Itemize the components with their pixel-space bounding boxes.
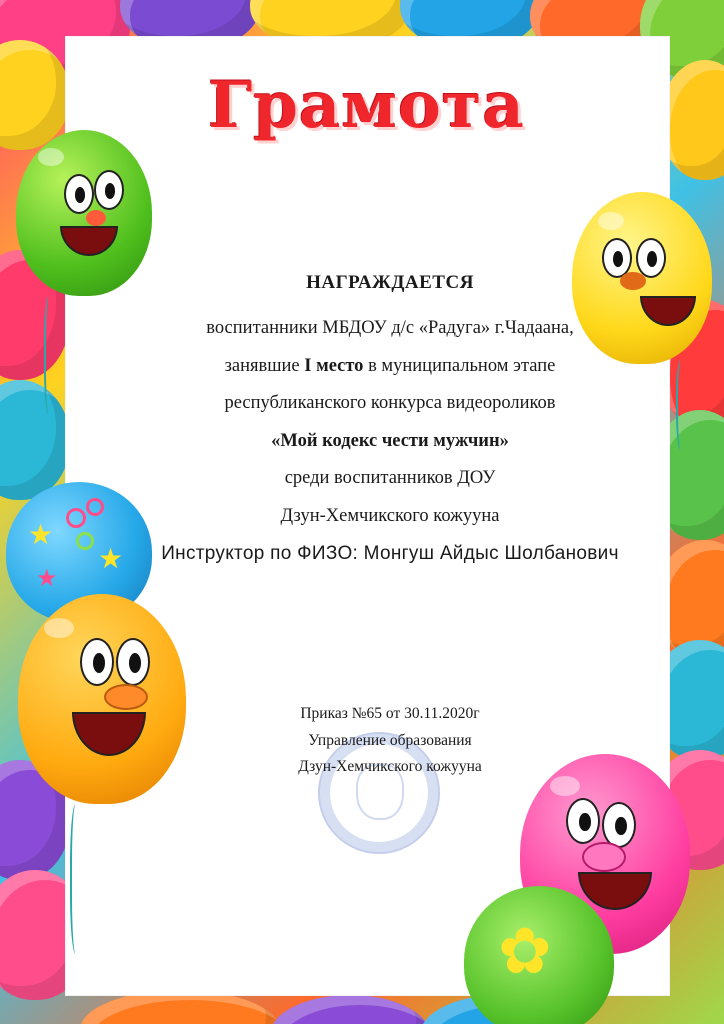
place-text: I место — [304, 355, 364, 376]
body-line-5: среди воспитанников ДОУ — [284, 468, 496, 488]
contest-name: «Мой кодекс чести мужчин» — [271, 430, 509, 451]
orange-smiley-balloon-icon — [18, 594, 186, 804]
star-icon: ★ — [98, 542, 124, 575]
contest-title — [100, 423, 680, 461]
certificate-footer — [220, 701, 560, 781]
balloon-string — [44, 296, 56, 416]
balloon-string — [70, 804, 84, 954]
body-text: занявшие — [224, 355, 300, 376]
body-line-1: воспитанники МБДОУ д/с «Радуга» г.Чадаана, — [206, 318, 574, 338]
instructor-line: Инструктор по ФИЗО: Монгуш Айдыс Шолбанович — [161, 543, 619, 564]
body-text: в муниципальном этапе — [368, 355, 556, 376]
border-balloon-bottom-purple — [270, 995, 430, 1024]
circle-icon — [66, 508, 86, 528]
issuer-line: Управление образования — [308, 731, 472, 749]
issuer-district-line: Дзун-Хемчикского кожууна — [298, 758, 482, 775]
certificate-body — [100, 310, 680, 573]
body-line-6: Дзун-Хемчикского кожууна — [280, 505, 500, 526]
order-line: Приказ №65 от 30.11.2020г — [300, 705, 480, 722]
body-line-3: республиканского конкурса видеороликов — [224, 393, 556, 413]
star-icon: ★ — [28, 518, 54, 551]
border-balloon-teal-left — [0, 380, 70, 500]
green-flower-balloon-icon — [464, 886, 614, 1024]
body-line-2 — [100, 348, 680, 386]
certificate-title: Грамота — [208, 68, 525, 143]
awardee-heading: НАГРАЖДАЕТСЯ — [306, 272, 474, 293]
flower-icon: ✿ — [498, 915, 552, 989]
star-icon: ★ — [36, 564, 58, 592]
circle-icon — [76, 532, 94, 550]
